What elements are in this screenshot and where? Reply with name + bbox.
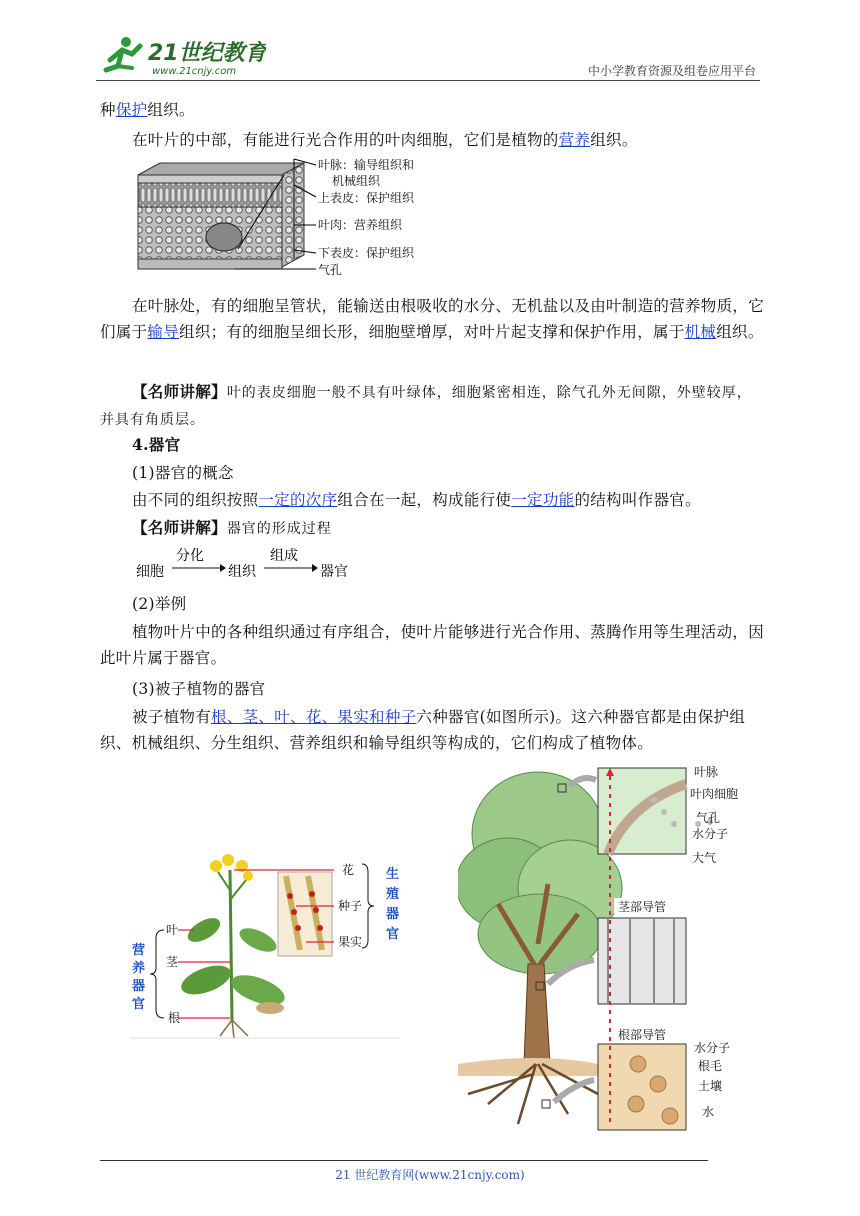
plant-organs-figure <box>130 850 420 1040</box>
runner-logo-icon <box>106 37 140 70</box>
tree-label-root-vessel: 根部导管 <box>618 1028 667 1042</box>
tree-label-water: 水 <box>702 1105 715 1119</box>
answer-link[interactable]: 营养 <box>558 131 591 149</box>
leaf-label-mesophyll: 叶肉：营养组织 <box>318 218 403 232</box>
leaf-label-upper-epidermis: 上表皮：保护组织 <box>318 191 415 205</box>
leaf-label-lower-epidermis: 下表皮：保护组织 <box>318 246 415 260</box>
teacher-note-organ-formation: 【名师讲解】器官的形成过程 <box>132 518 332 537</box>
paragraph-protective: 种保护组织。 <box>100 101 195 119</box>
flow-arrow-label-differentiate: 分化 <box>176 548 204 564</box>
organ-label-fruit: 果实 <box>338 935 363 949</box>
organ-formation-flow <box>134 546 374 586</box>
subsection-title-example: (2)举例 <box>132 595 187 613</box>
tree-water-transport-figure <box>458 764 764 1144</box>
group-label-reproductive-1: 生 <box>386 867 400 882</box>
paragraph-organ-definition: 由不同的组织按照一定的次序组合在一起，构成能行使一定功能的结构叫作器官。 <box>132 491 701 509</box>
arrow-icon <box>312 564 318 572</box>
flow-node-cell: 细胞 <box>136 564 164 580</box>
organ-label-seed: 种子 <box>338 899 363 913</box>
footer-text[interactable]: 21 世纪教育网(www.21cnjy.com) <box>335 1168 525 1182</box>
tree-label-mesophyll: 叶肉细胞 <box>690 787 739 801</box>
leaf-label-vein-2: 机械组织 <box>332 174 381 188</box>
flow-node-tissue: 组织 <box>228 564 256 580</box>
footer-divider <box>100 1160 708 1161</box>
subsection-title-angiosperm: (3)被子植物的器官 <box>132 680 266 698</box>
group-label-reproductive-4: 官 <box>386 927 400 942</box>
tree-drawing <box>458 772 622 1124</box>
group-label-vegetative-2: 养 <box>132 961 146 976</box>
header-divider <box>96 80 760 81</box>
answer-link[interactable]: 保护 <box>115 101 148 119</box>
group-label-vegetative-3: 器 <box>132 979 146 994</box>
tree-label-vein: 叶脉 <box>694 765 719 779</box>
teacher-note-epidermis: 【名师讲解】叶的表皮细胞一般不具有叶绿体，细胞紧密相连，除气孔外无间隙，外壁较厚，并具有角质层。 <box>100 382 752 428</box>
paragraph-six-organs: 被子植物有根、茎、叶、花、果实和种子六种器官(如图所示)。这六种器官都是由保护组织、机械组织、分生组织、营养组织和输导组织等构成的，它们构成了植物体。 <box>100 708 746 752</box>
answer-link[interactable]: 一定的次序 <box>258 491 338 509</box>
platform-name: 中小学教育资源及组卷应用平台 <box>587 64 756 78</box>
logo-text: 21世纪教育 <box>148 41 266 66</box>
tree-label-stoma: 气孔 <box>696 811 721 825</box>
group-label-vegetative-4: 官 <box>132 997 146 1012</box>
paragraph-mesophyll: 在叶片的中部，有能进行光合作用的叶肉细胞，它们是植物的营养组织。 <box>132 131 638 149</box>
leaf-label-stoma: 气孔 <box>318 263 343 277</box>
site-logo[interactable] <box>96 30 266 80</box>
answer-link[interactable]: 输导 <box>147 323 180 341</box>
tree-label-root-hair: 根毛 <box>698 1059 723 1073</box>
logo-url: www.21cnjy.com <box>152 66 237 77</box>
zoom-arrow-icon <box>554 1080 594 1102</box>
answer-link[interactable]: 机械 <box>684 323 717 341</box>
flow-node-organ: 器官 <box>320 564 348 580</box>
group-label-vegetative-1: 营 <box>132 943 146 958</box>
answer-link[interactable]: 根、茎、叶、花、果实和种子 <box>211 708 417 726</box>
leaf-label-vein: 叶脉：输导组织和 <box>318 158 415 172</box>
tree-label-water-molecule-top: 水分子 <box>692 827 729 841</box>
flow-arrow-label-compose: 组成 <box>270 548 298 564</box>
tree-label-soil: 土壤 <box>698 1079 723 1093</box>
zoom-arrow-icon <box>570 778 596 786</box>
arrow-icon <box>220 564 226 572</box>
organ-label-flower: 花 <box>342 863 355 877</box>
tree-label-atmosphere: 大气 <box>692 851 717 865</box>
answer-link[interactable]: 一定功能 <box>511 491 575 509</box>
tree-label-stem-vessel: 茎部导管 <box>618 900 667 914</box>
paragraph-leaf-organ: 植物叶片中的各种组织通过有序组合，使叶片能够进行光合作用、蒸腾作用等生理活动，因此叶片属于器官。 <box>100 623 765 667</box>
section-title-organ: 4.器官 <box>132 435 181 454</box>
organ-label-stem: 茎 <box>166 955 179 969</box>
tree-label-water-molecule: 水分子 <box>694 1041 731 1055</box>
plant-drawing <box>177 854 288 1038</box>
group-label-reproductive-3: 器 <box>386 907 400 922</box>
leaf-cross-section-figure <box>134 155 444 285</box>
organ-label-root: 根 <box>168 1011 181 1025</box>
organ-label-leaf: 叶 <box>166 923 179 937</box>
group-label-reproductive-2: 殖 <box>386 887 400 902</box>
subsection-title-concept: (1)器官的概念 <box>132 464 234 482</box>
paragraph-vein: 在叶脉处，有的细胞呈管状，能输送由根吸收的水分、无机盐以及由叶制造的营养物质，它们属于输导组织；有的细胞呈细长形，细胞壁增厚，对叶片起支撑和保护作用，属于机械组织。 <box>100 297 765 341</box>
